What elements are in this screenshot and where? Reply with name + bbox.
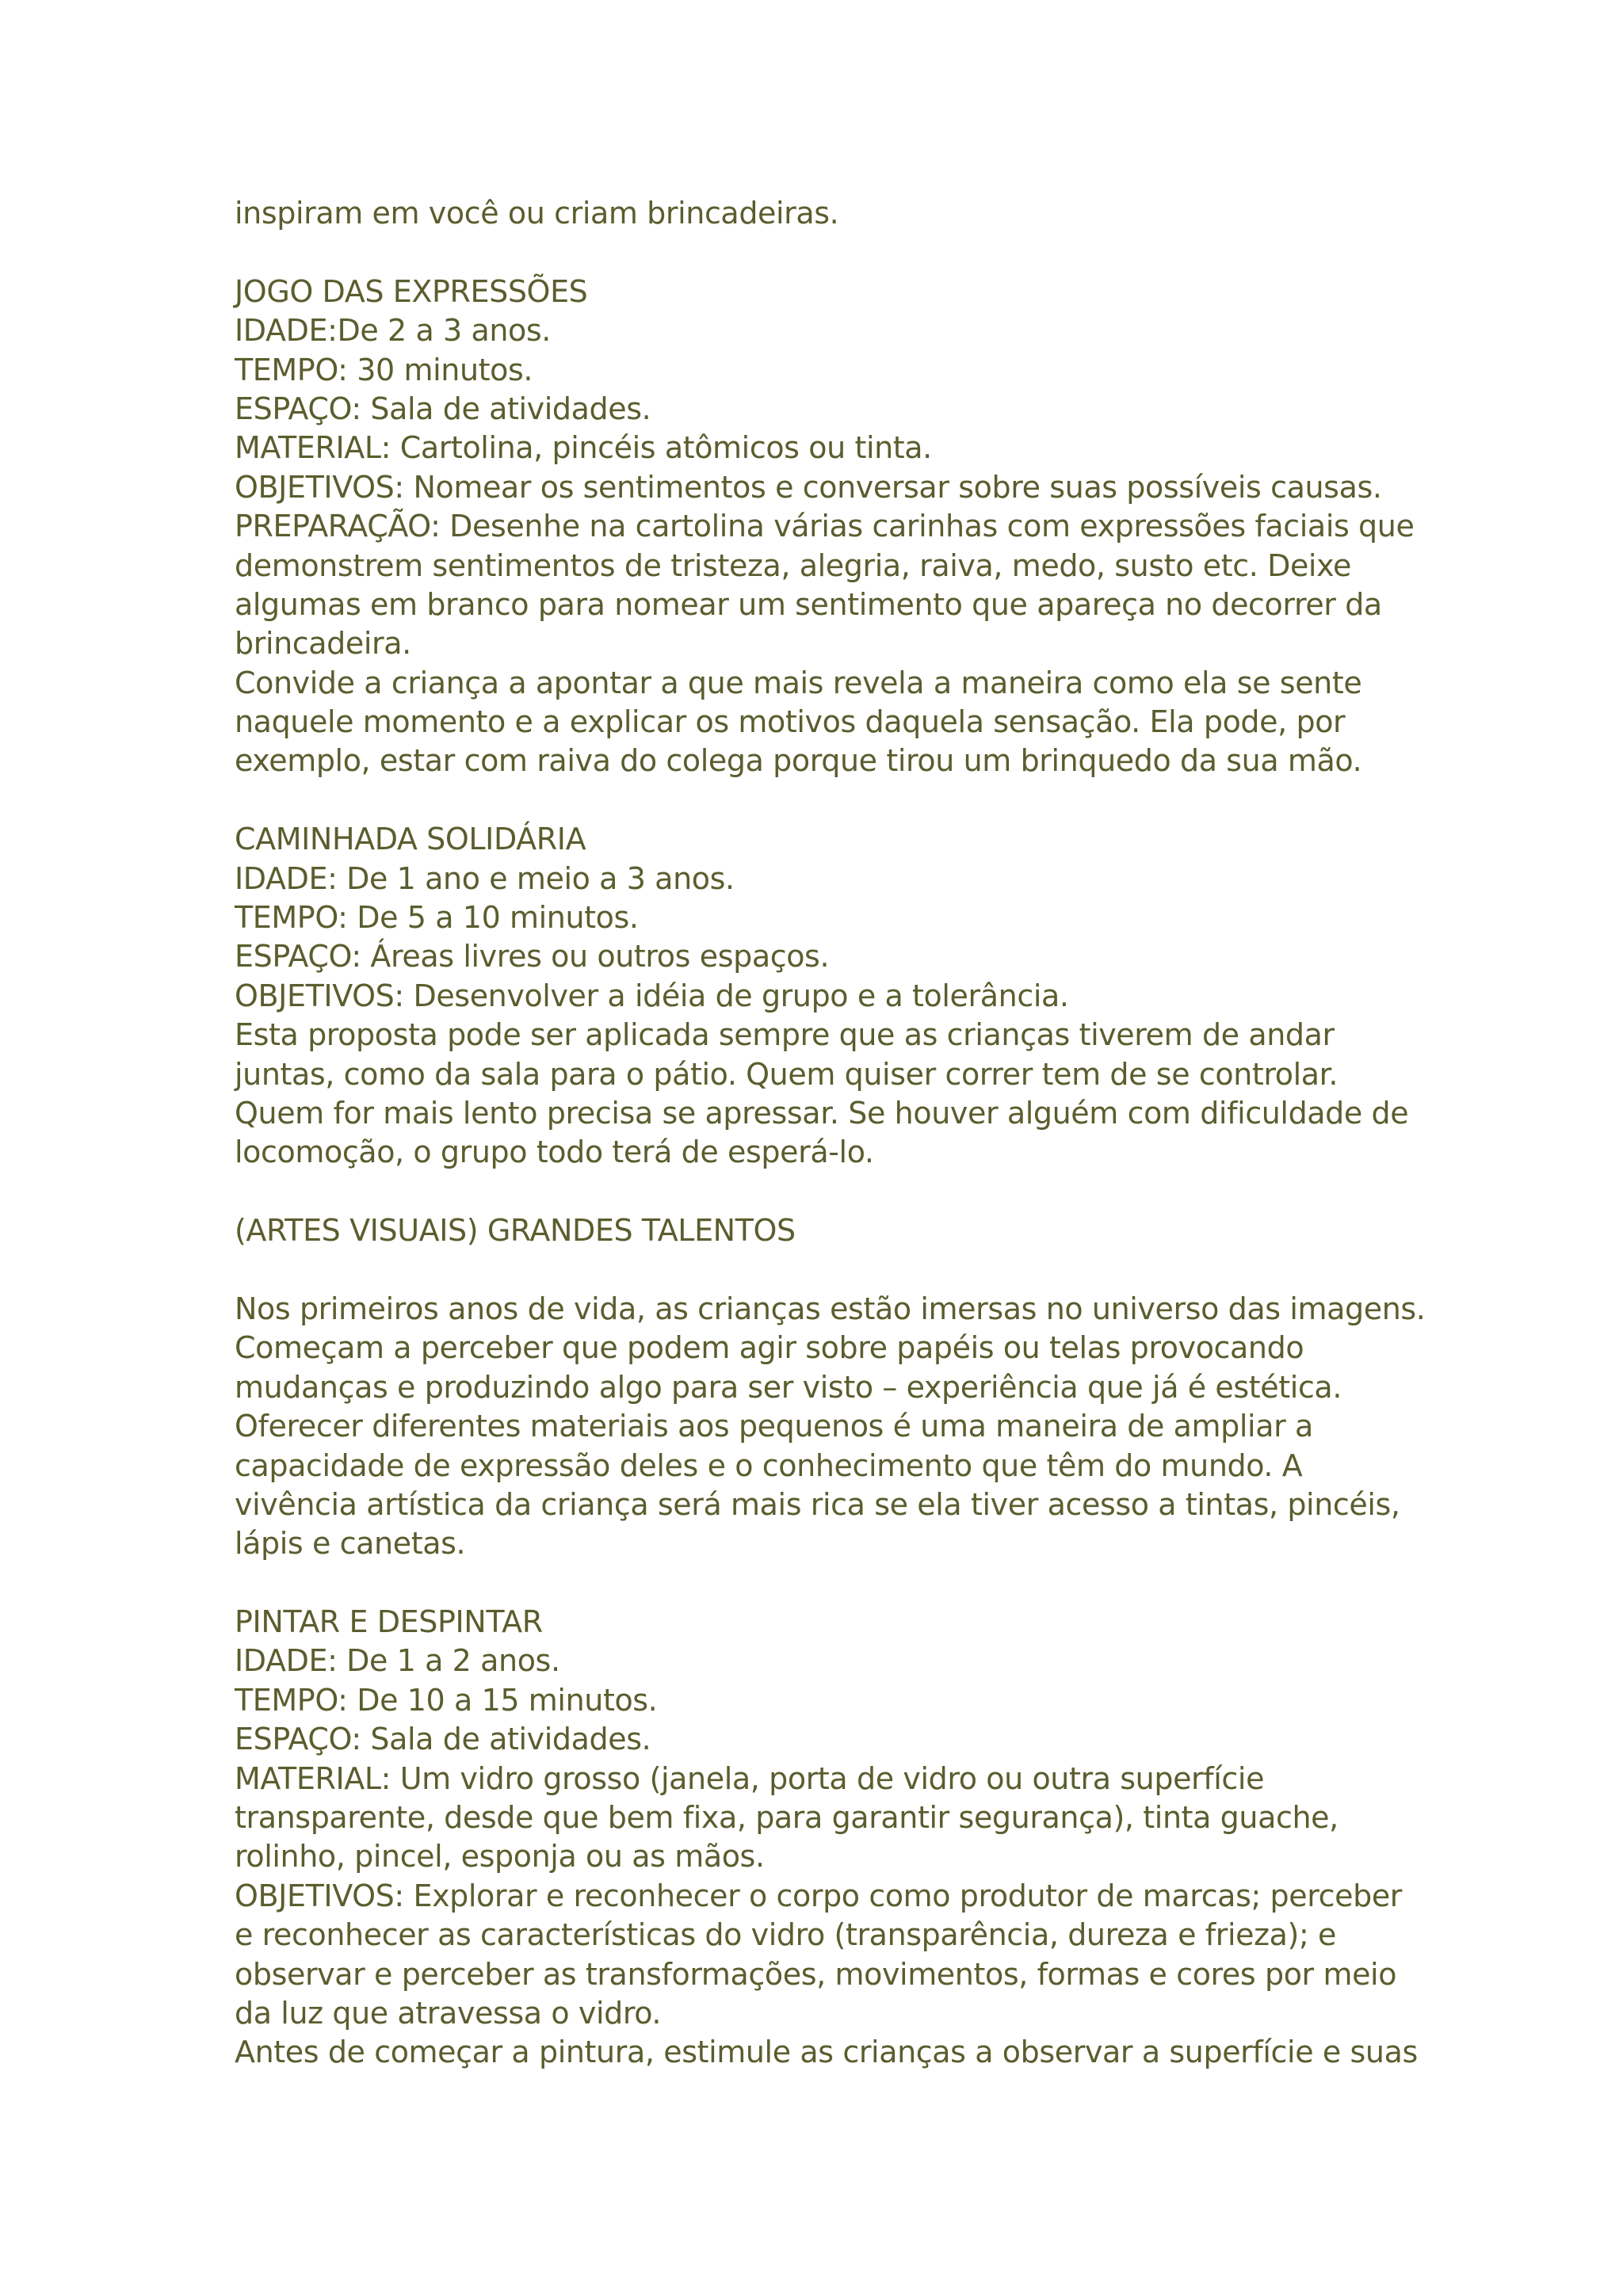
text-line: MATERIAL: Um vidro grosso (janela, porta de vidro ou outra superfície (235, 1760, 1265, 1796)
spacer (235, 781, 1439, 820)
text-line: locomoção, o grupo todo terá de esperá-lo. (235, 1135, 874, 1170)
text-line: brincadeira. (235, 626, 411, 662)
section-grandes-talentos (235, 1211, 1439, 1564)
text-line: MATERIAL: Cartolina, pincéis atômicos ou tinta. (235, 430, 932, 466)
section-title: PINTAR E DESPINTAR (235, 1604, 543, 1640)
spacer (235, 1564, 1439, 1603)
section-title: (ARTES VISUAIS) GRANDES TALENTOS (235, 1213, 796, 1249)
text-line: naquele momento e a explicar os motivos daquela sensação. Ela pode, por (235, 704, 1346, 740)
text-line: OBJETIVOS: Desenvolver a idéia de grupo e a tolerância. (235, 978, 1069, 1013)
text-line: exemplo, estar com raiva do colega porque tirou um brinquedo da sua mão. (235, 743, 1362, 779)
text-line: Esta proposta pode ser aplicada sempre que as crianças tiverem de andar (235, 1017, 1335, 1053)
text-line: e reconhecer as características do vidro (transparência, dureza e frieza); e (235, 1917, 1336, 1953)
text-line: vivência artística da criança será mais rica se ela tiver acesso a tintas, pincéis, (235, 1486, 1400, 1522)
text-line: juntas, como da sala para o pátio. Quem quiser correr tem de se controlar. (235, 1056, 1338, 1092)
spacer (235, 1173, 1439, 1211)
text-line: Convide a criança a apontar a que mais revela a maneira como ela se sente (235, 665, 1362, 700)
text-line: TEMPO: De 5 a 10 minutos. (235, 900, 639, 936)
spacer (235, 233, 1439, 272)
text-line: mudanças e produzindo algo para ser visto – experiência que já é estética. (235, 1369, 1342, 1405)
text-line: da luz que atravessa o vidro. (235, 1995, 662, 2031)
text-line: TEMPO: 30 minutos. (235, 352, 533, 387)
text-line: OBJETIVOS: Explorar e reconhecer o corpo como produtor de marcas; perceber (235, 1878, 1403, 1913)
text-line: demonstrem sentimentos de tristeza, alegria, raiva, medo, susto etc. Deixe (235, 547, 1351, 583)
text-line: PREPARAÇÃO: Desenhe na cartolina várias carinhas com expressões faciais que (235, 509, 1415, 544)
text-line: capacidade de expressão deles e o conhecimento que têm do mundo. A (235, 1447, 1303, 1483)
text-line: observar e perceber as transformações, movimentos, formas e cores por meio (235, 1956, 1397, 1992)
text-line: Começam a perceber que podem agir sobre papéis ou telas provocando (235, 1330, 1304, 1366)
section-jogo-das-expressoes (235, 273, 1439, 781)
text-line: Antes de começar a pintura, estimule as crianças a observar a superfície e suas (235, 2035, 1418, 2070)
section-title: CAMINHADA SOLIDÁRIA (235, 822, 586, 857)
text-line: Quem for mais lento precisa se apressar. Se houver alguém com dificuldade de (235, 1095, 1409, 1131)
text-line: OBJETIVOS: Nomear os sentimentos e conversar sobre suas possíveis causas. (235, 469, 1382, 505)
section-caminhada-solidaria (235, 820, 1439, 1173)
text-line: TEMPO: De 10 a 15 minutos. (235, 1682, 658, 1718)
text-line: IDADE:De 2 a 3 anos. (235, 313, 551, 349)
text-line: rolinho, pincel, esponja ou as mãos. (235, 1839, 765, 1875)
spacer (235, 1251, 1439, 1290)
section-pintar-e-despintar (235, 1603, 1439, 2073)
text-line: transparente, desde que bem fixa, para garantir segurança), tinta guache, (235, 1800, 1338, 1836)
text-line: algumas em branco para nomear um sentimento que apareça no decorrer da (235, 586, 1382, 622)
text-line: ESPAÇO: Sala de atividades. (235, 1722, 651, 1757)
intro-line: inspiram em você ou criam brincadeiras. (235, 196, 839, 231)
section-title: JOGO DAS EXPRESSÕES (235, 273, 588, 309)
document-page (235, 194, 1439, 2073)
text-line: IDADE: De 1 a 2 anos. (235, 1643, 560, 1679)
text-line: IDADE: De 1 ano e meio a 3 anos. (235, 860, 735, 896)
text-line: ESPAÇO: Áreas livres ou outros espaços. (235, 939, 830, 974)
text-line: ESPAÇO: Sala de atividades. (235, 391, 651, 426)
text-line: Nos primeiros anos de vida, as crianças estão imersas no universo das imagens. (235, 1291, 1426, 1326)
text-line: lápis e canetas. (235, 1526, 466, 1562)
text-line: Oferecer diferentes materiais aos pequenos é uma maneira de ampliar a (235, 1409, 1313, 1444)
